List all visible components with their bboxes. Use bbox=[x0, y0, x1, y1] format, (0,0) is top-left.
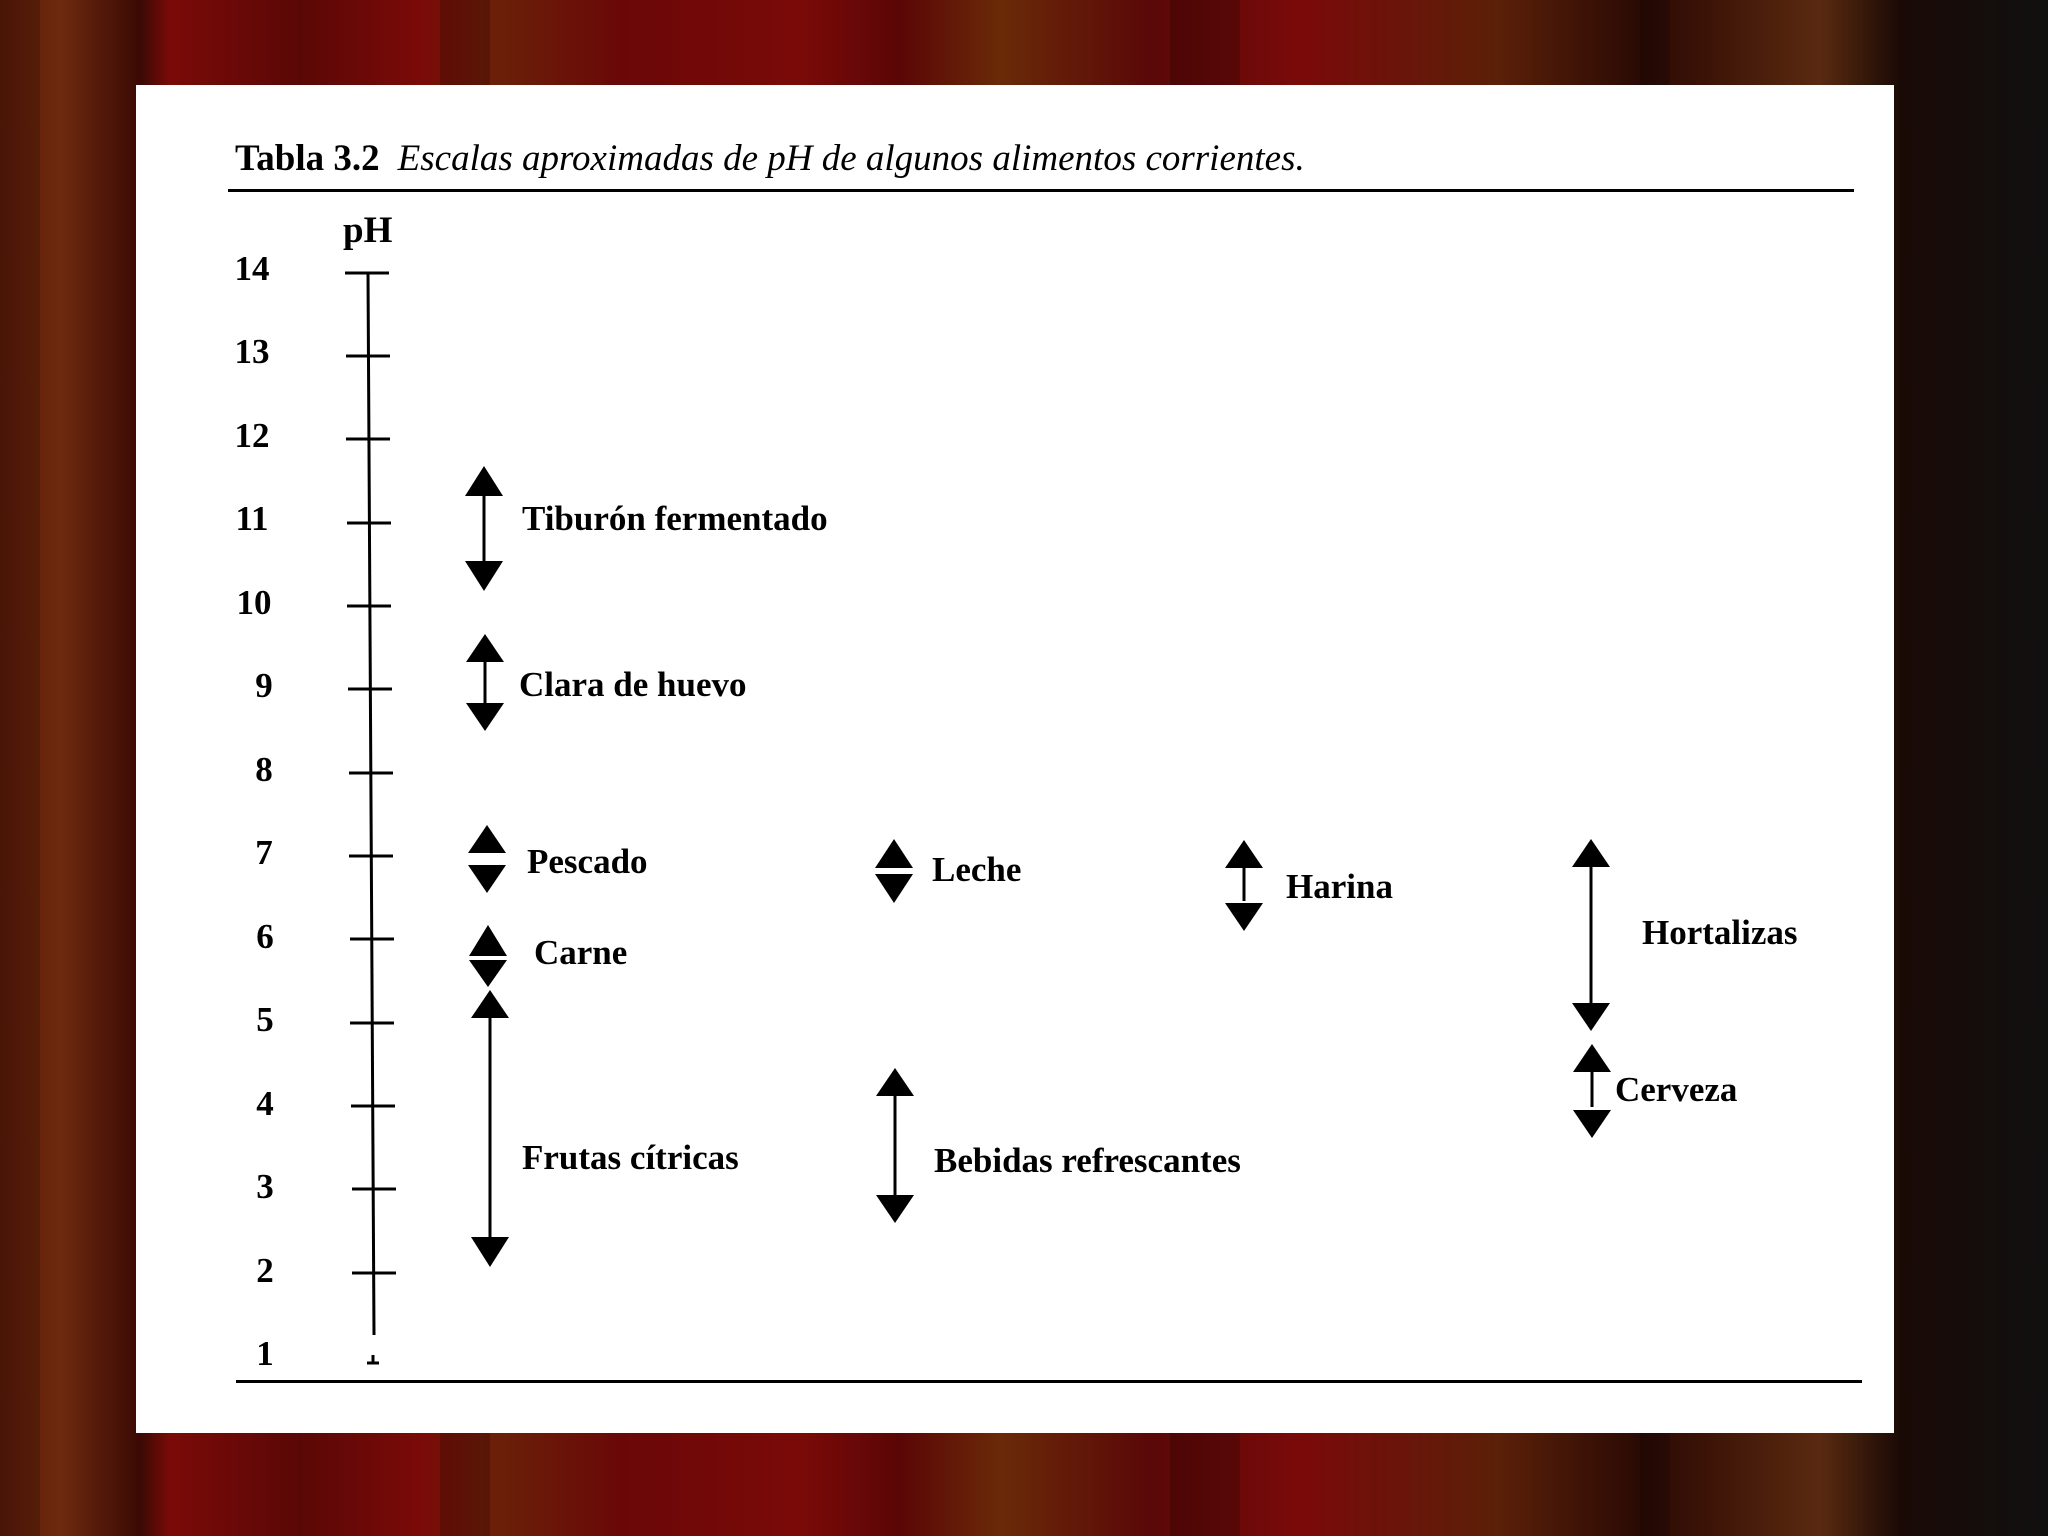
tick-label-4: 4 bbox=[256, 1084, 274, 1123]
food-label-tiburon: Tiburón fermentado bbox=[522, 499, 828, 538]
range-arrow-frutas bbox=[471, 990, 509, 1267]
tick-label-3: 3 bbox=[256, 1167, 274, 1206]
ph-scale-graphic bbox=[136, 85, 1894, 1433]
range-arrow-harina bbox=[1225, 840, 1263, 931]
food-label-cerveza: Cerveza bbox=[1615, 1070, 1738, 1109]
food-label-frutas: Frutas cítricas bbox=[522, 1138, 739, 1177]
food-label-hortalizas: Hortalizas bbox=[1642, 913, 1798, 952]
table-title: Escalas aproximadas de pH de algunos alimentos corrientes. bbox=[397, 138, 1305, 179]
tick-label-8: 8 bbox=[255, 750, 273, 789]
tick-label-6: 6 bbox=[256, 917, 274, 956]
food-label-carne: Carne bbox=[534, 933, 628, 972]
food-label-pescado: Pescado bbox=[527, 842, 648, 881]
range-arrow-cerveza bbox=[1573, 1044, 1611, 1138]
tick-label-10: 10 bbox=[236, 583, 272, 622]
tick-label-5: 5 bbox=[256, 1000, 274, 1039]
range-arrow-carne bbox=[469, 925, 507, 987]
table-number: Tabla 3.2 bbox=[235, 138, 380, 179]
slide-page bbox=[136, 85, 1894, 1433]
food-label-bebidas: Bebidas refrescantes bbox=[934, 1141, 1241, 1180]
range-arrow-bebidas bbox=[876, 1068, 914, 1223]
tick-label-2: 2 bbox=[256, 1251, 274, 1290]
food-label-leche: Leche bbox=[932, 850, 1022, 889]
food-label-clara: Clara de huevo bbox=[519, 665, 747, 704]
ph-axis-label: pH bbox=[343, 210, 393, 251]
tick-label-9: 9 bbox=[255, 666, 273, 705]
tick-label-14: 14 bbox=[234, 249, 270, 288]
tick-label-1: 1 bbox=[256, 1334, 274, 1373]
tick-label-7: 7 bbox=[255, 833, 273, 872]
ph-axis bbox=[345, 273, 396, 1363]
tick-label-13: 13 bbox=[234, 332, 270, 371]
food-label-harina: Harina bbox=[1286, 867, 1393, 906]
range-arrow-leche bbox=[875, 839, 913, 903]
tick-label-11: 11 bbox=[235, 499, 269, 538]
curtain-fold bbox=[0, 0, 40, 1536]
range-arrow-pescado bbox=[468, 825, 506, 893]
range-arrow-hortalizas bbox=[1572, 839, 1610, 1031]
tick-label-12: 12 bbox=[234, 416, 270, 455]
range-arrow-tiburon bbox=[465, 466, 503, 591]
range-arrow-clara bbox=[466, 634, 504, 731]
